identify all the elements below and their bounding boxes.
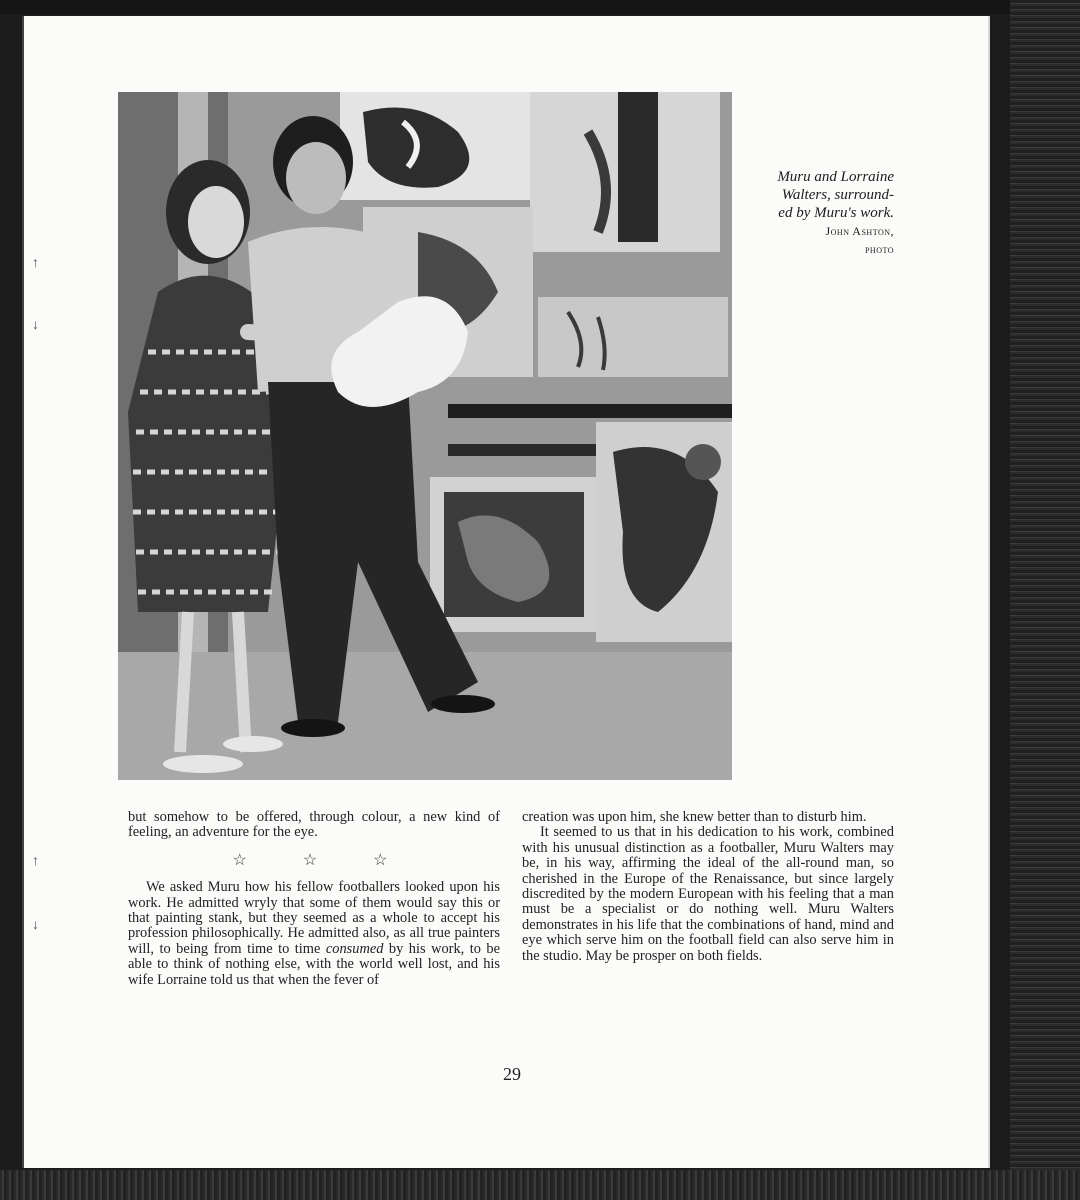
paragraph-text: by his work, to be able to think of nothing else, with the world well lost, and his wife Lorraine told us that when the fever of xyxy=(128,940,500,988)
paragraph: but somehow to be offered, through colour, a new kind of feeling, an adventure for the eye. xyxy=(128,809,500,841)
italic-word: consumed xyxy=(325,940,384,957)
text-column-right xyxy=(522,810,894,964)
caption-line: Muru and Lorraine xyxy=(777,169,894,185)
page-number: 29 xyxy=(503,1064,521,1084)
painting-bottom-right xyxy=(596,422,732,642)
star-divider-icon: ☆☆☆ xyxy=(232,851,444,869)
painting-small-right xyxy=(538,297,728,377)
photo-illustration xyxy=(118,92,732,780)
caption-line: Walters, surround- xyxy=(781,187,894,203)
painting-top-right xyxy=(530,92,720,252)
scan-border-top xyxy=(0,0,1080,14)
text-column-left xyxy=(128,810,500,988)
margin-arrow-icon: ↑ xyxy=(32,256,39,271)
binder-edge xyxy=(22,16,24,1168)
scan-border-bottom xyxy=(0,1170,1080,1200)
margin-arrow-icon: ↑ xyxy=(32,854,39,869)
photo-credit xyxy=(734,222,894,258)
photo-caption xyxy=(734,168,894,258)
credit-name: John Ashton, xyxy=(825,224,894,238)
photograph xyxy=(118,92,732,780)
scan-border-right xyxy=(1010,0,1080,1200)
paragraph xyxy=(128,880,500,988)
painting-bottom-center xyxy=(430,477,600,632)
paragraph: creation was upon him, she knew better than to disturb him. xyxy=(522,809,867,825)
paragraph-text: We asked Muru how his fellow footballers looked upon his work. He admitted wryly that some of them would say this or that painting stank, but they seemed as a whole to accept his profession philosophically. He admitted also, as all true painters will, to being from time to time xyxy=(128,879,500,957)
paragraph: It seemed to us that in his dedication to his work, combined with his unusual distinction as a footballer, Muru Walters may be, in his way, affirming the ideal of the all-round man, so cherished in the Europe of the Renaissance, but since largely discredited by the modern European with his feeling that a man must be a specialist or do nothing well. Muru Walters demonstrates in his life that the combinations of hand, mind and eye which serve him on the football field can also serve him in the studio. May be prosper on both fields. xyxy=(522,824,894,964)
credit-photo: photo xyxy=(864,242,894,256)
magazine-page xyxy=(22,16,988,1168)
margin-arrow-icon: ↓ xyxy=(32,918,39,933)
painting-top-center xyxy=(340,92,530,200)
caption-line: ed by Muru's work. xyxy=(778,205,894,221)
margin-arrow-icon: ↓ xyxy=(32,318,39,333)
